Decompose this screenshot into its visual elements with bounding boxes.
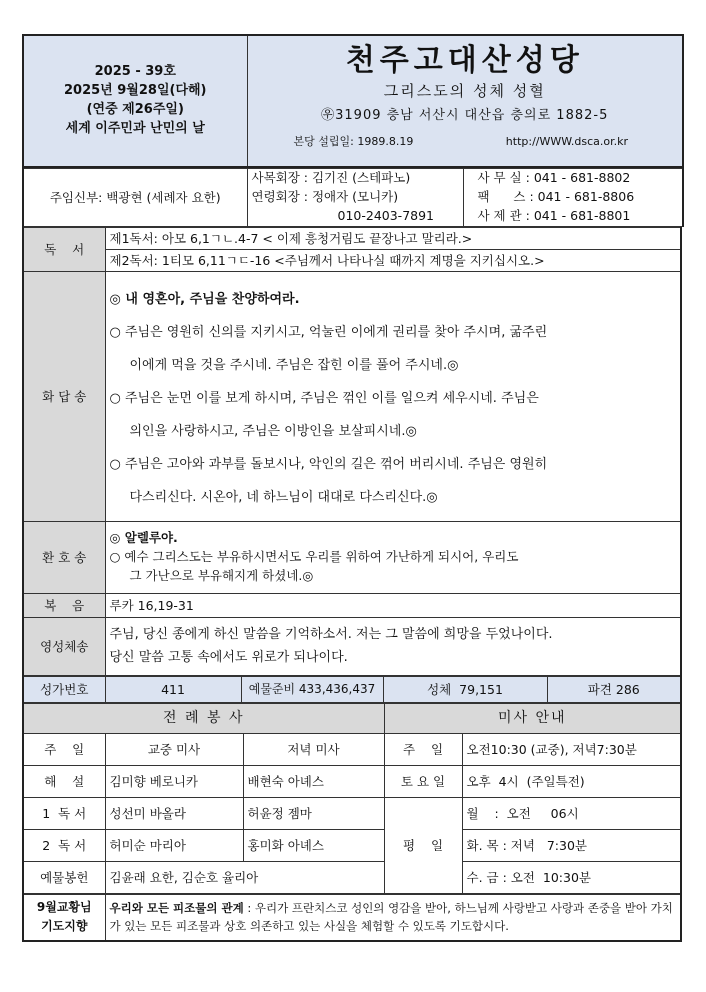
psalm-verse-3a: ○ 주님은 고아와 과부를 돌보시나, 악인의 길은 꺾어 버리시네. 주님은 영원히 bbox=[109, 457, 548, 472]
intention-text bbox=[105, 895, 681, 941]
church-info bbox=[247, 35, 683, 167]
pastor: 주임신부: 백광현 (세례자 요한) bbox=[23, 169, 247, 227]
second-reading: 제2독서: 1티모 6,11ㄱㄷ-16 <주님께서 나타나실 때까지 계명을 지키십시오.> bbox=[105, 250, 681, 272]
communion-label: 영성체송 bbox=[23, 618, 105, 676]
commentator-evening: 배현숙 아녜스 bbox=[243, 766, 384, 798]
rectory-phone: 사 제 관 : 041 - 681-8801 bbox=[477, 207, 631, 223]
service-table bbox=[22, 703, 682, 894]
hymns-table bbox=[22, 676, 682, 703]
psalm-verse-2b: 의인을 사랑하시고, 주님은 이방인을 보살피시네.◎ bbox=[129, 424, 417, 439]
office-phone: 사 무 실 : 041 - 681-8802 bbox=[477, 170, 631, 186]
first-reader-evening: 허윤정 젬마 bbox=[243, 798, 384, 830]
issue-date: 2025년 9월28일(다해) bbox=[63, 83, 207, 99]
day-name: 세계 이주민과 난민의 날 bbox=[65, 120, 205, 136]
saturday-label: 토 요 일 bbox=[384, 766, 462, 798]
communion-line-2: 당신 말씀 고통 속에서도 위로가 되나이다. bbox=[109, 649, 348, 665]
gospel-label: 복 음 bbox=[23, 594, 105, 618]
liturgy-service-title: 전 례 봉 사 bbox=[23, 704, 384, 734]
intention-body: : 우리가 프란치스코 성인의 영감을 받아, 하느님께 사랑받고 사랑과 존중을 받아 가치가 있는 모든 피조물과 상호 의존하고 있는 사실을 체험할 수 있도록 기도합시다. bbox=[109, 900, 673, 934]
council-info bbox=[247, 169, 463, 227]
role-commentator: 해 설 bbox=[23, 766, 105, 798]
saturday-mass: 오후 4시 (주일특전) bbox=[462, 766, 681, 798]
psalm-text bbox=[105, 272, 681, 522]
second-reader-evening: 홍미화 아녜스 bbox=[243, 830, 384, 862]
gospel-text: 루카 16,19-31 bbox=[105, 594, 681, 618]
church-address: ㉾31909 충남 서산시 대산읍 충의로 1882-5 bbox=[321, 108, 609, 124]
role-first-reader: 1 독 서 bbox=[23, 798, 105, 830]
weekday-label: 평 일 bbox=[384, 798, 462, 894]
communion-line-1: 주님, 당신 종에게 하신 말씀을 기억하소서. 저는 그 말씀에 희망을 두었나이다. bbox=[109, 627, 553, 643]
commentator-school: 김미향 베로니카 bbox=[105, 766, 243, 798]
contact-info bbox=[463, 169, 683, 227]
sunday-label: 주 일 bbox=[384, 734, 462, 766]
psalm-label: 화 답 송 bbox=[23, 272, 105, 522]
fax-number: 팩 스 : 041 - 681-8806 bbox=[477, 189, 635, 205]
col-evening-mass: 저녁 미사 bbox=[243, 734, 384, 766]
first-reader-school: 성선미 바올라 bbox=[105, 798, 243, 830]
federation-phone: 010-2403-7891 bbox=[337, 207, 435, 223]
offertory-members: 김윤래 요한, 김순호 율리아 bbox=[105, 862, 384, 894]
intention-table bbox=[22, 894, 682, 942]
church-motto: 그리스도의 성체 성혈 bbox=[383, 81, 546, 100]
federation-president: 연령회장 : 정애자 (모니카) bbox=[251, 189, 399, 205]
role-second-reader: 2 독 서 bbox=[23, 830, 105, 862]
issue-number: 2025 - 39호 bbox=[94, 64, 176, 80]
alleluia-label: 환 호 송 bbox=[23, 522, 105, 594]
liturgy-texts bbox=[22, 227, 682, 676]
liturgical-week: (연중 제26주일) bbox=[86, 102, 184, 117]
hymn-dismissal: 파견 286 bbox=[547, 677, 681, 703]
role-offertory: 예물봉헌 bbox=[23, 862, 105, 894]
hymn-communion: 성체 79,151 bbox=[383, 677, 547, 703]
alleluia-response: ◎ 알렐루야. bbox=[109, 530, 178, 546]
psalm-response: ◎ 내 영혼아, 주님을 찬양하여라. bbox=[109, 292, 300, 307]
tue-thu-mass: 화. 목 : 저녁 7:30분 bbox=[462, 830, 681, 862]
communion-text bbox=[105, 618, 681, 676]
founded-date: 본당 설립일: 1989.8.19 bbox=[293, 134, 414, 148]
hymn-entrance: 411 bbox=[105, 677, 241, 703]
hymns-label: 성가번호 bbox=[23, 677, 105, 703]
col-school-mass: 교중 미사 bbox=[105, 734, 243, 766]
psalm-verse-2a: ○ 주님은 눈먼 이를 보게 하시며, 주님은 꺾인 이를 일으켜 세우시네. 주님은 bbox=[109, 391, 539, 406]
readings-label: 독 서 bbox=[23, 228, 105, 272]
church-name: 천주고대산성당 bbox=[345, 43, 584, 78]
bulletin-header bbox=[22, 34, 684, 168]
col-day: 주 일 bbox=[23, 734, 105, 766]
psalm-verse-1b: 이에게 먹을 것을 주시네. 주님은 잡힌 이를 풀어 주시네.◎ bbox=[129, 358, 459, 373]
psalm-verse-3b: 다스리신다. 시온아, 네 하느님이 대대로 다스리신다.◎ bbox=[129, 490, 438, 505]
intention-title: 우리와 모든 피조물의 관계 bbox=[109, 900, 244, 915]
mass-guide-title: 미사 안내 bbox=[384, 704, 681, 734]
alleluia-verse-b: 그 가난으로 부유해지게 하셨네.◎ bbox=[129, 567, 314, 583]
first-reading: 제1독서: 아모 6,1ㄱㄴ.4-7 < 이제 흥청거림도 끝장나고 말리라.> bbox=[105, 228, 681, 250]
monday-mass: 월 : 오전 06시 bbox=[462, 798, 681, 830]
bulletin bbox=[22, 34, 682, 942]
psalm-verse-1a: ○ 주님은 영원히 신의를 지키시고, 억눌린 이에게 권리를 찾아 주시며, 굶주린 bbox=[109, 325, 548, 340]
website-link[interactable]: http://WWW.dsca.or.kr bbox=[505, 134, 628, 148]
staff-table bbox=[22, 168, 684, 227]
issue-info bbox=[23, 35, 247, 167]
alleluia-verse-a: ○ 예수 그리스도는 부유하시면서도 우리를 위하여 가난하게 되시어, 우리도 bbox=[109, 549, 519, 565]
intention-label bbox=[23, 895, 105, 941]
hymn-offertory: 예물준비 433,436,437 bbox=[241, 677, 383, 703]
second-reader-school: 허미순 마리아 bbox=[105, 830, 243, 862]
intention-label-line-1: 9월교황님 bbox=[36, 900, 92, 915]
council-president: 사목회장 : 김기진 (스테파노) bbox=[251, 170, 411, 186]
sunday-mass: 오전10:30 (교중), 저녁7:30분 bbox=[462, 734, 681, 766]
alleluia-text bbox=[105, 522, 681, 594]
intention-label-line-2: 기도지향 bbox=[41, 919, 88, 934]
wed-fri-mass: 수. 금 : 오전 10:30분 bbox=[462, 862, 681, 894]
